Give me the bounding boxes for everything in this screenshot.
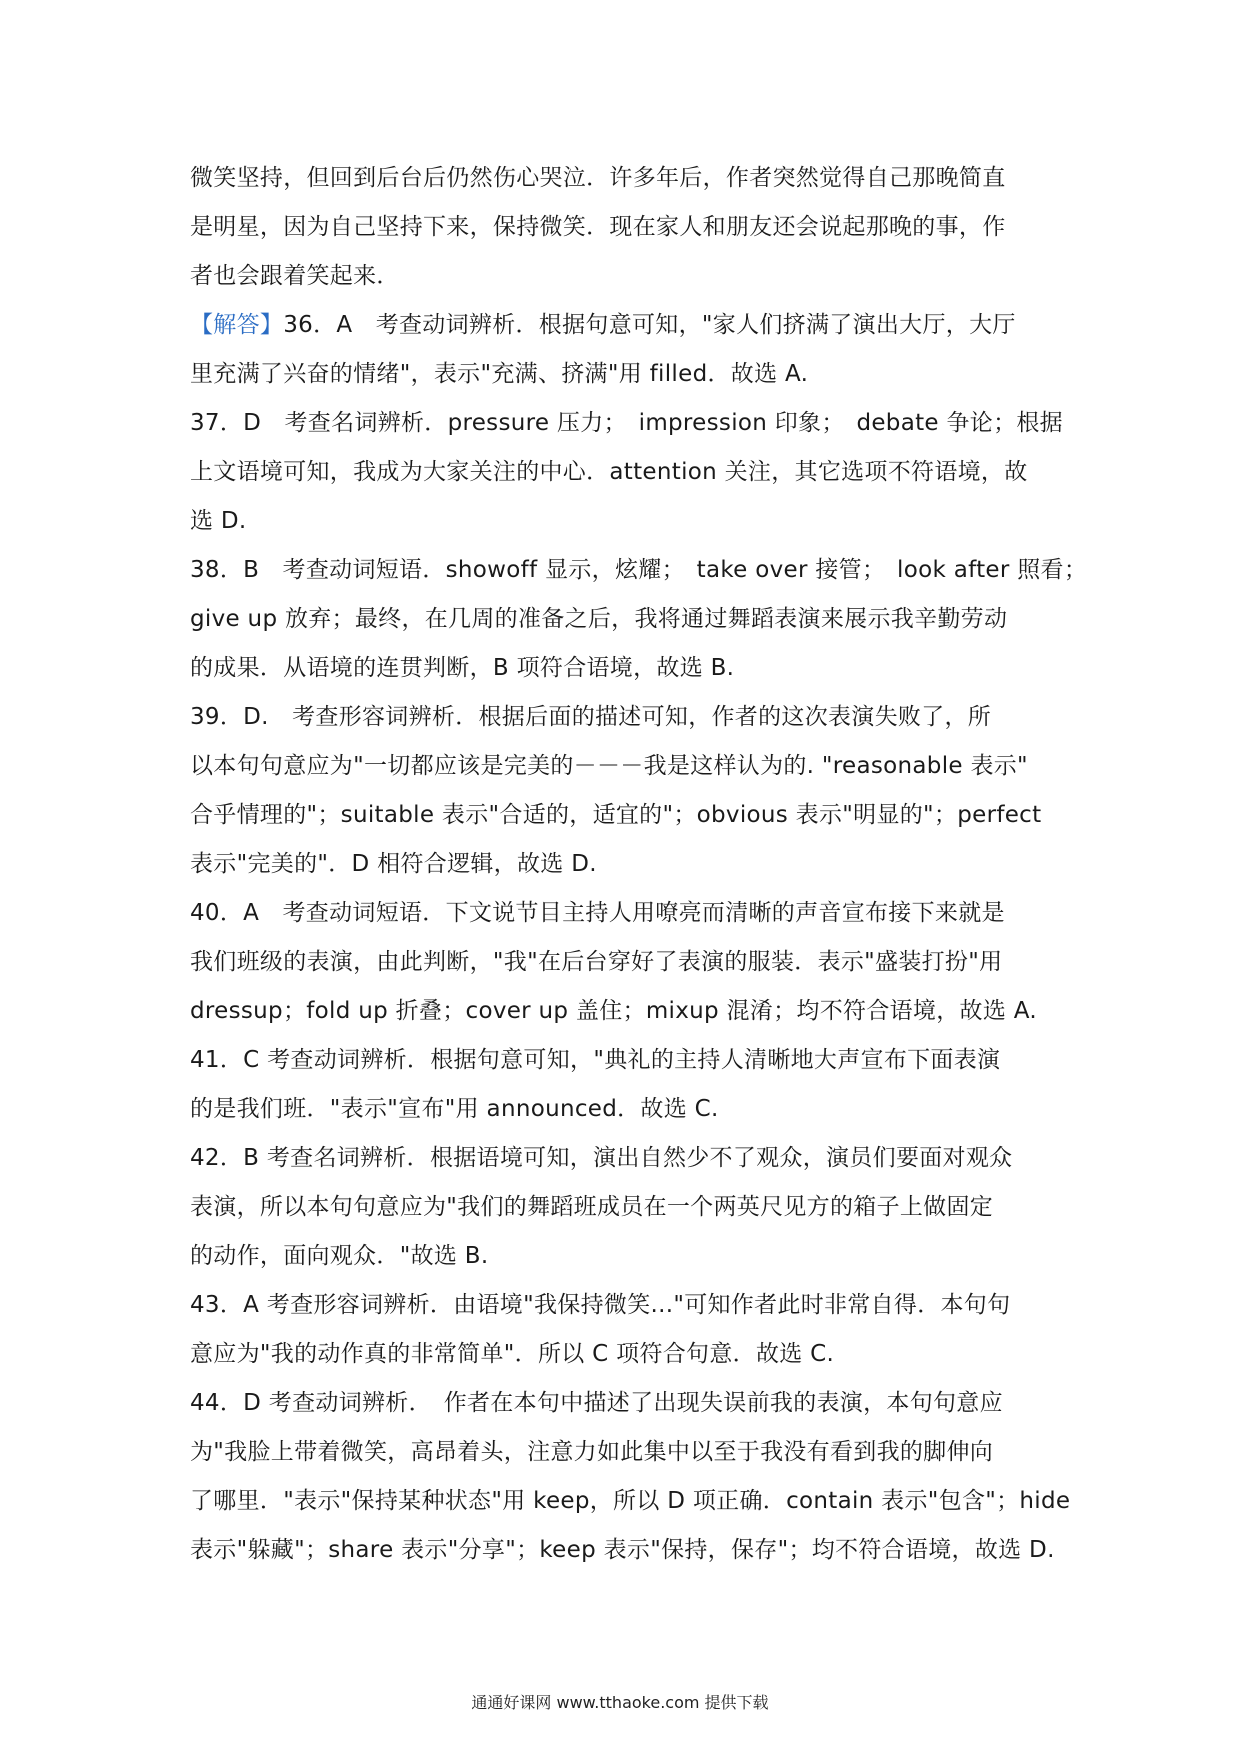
text-line: 表示"躲藏"；share 表示"分享"；keep 表示"保持，保存"；均不符合语境，故选 D. [190,1537,1055,1563]
text-line: 微笑坚持，但回到后台后仍然伤心哭泣．许多年后，作者突然觉得自己那晚简直 [190,165,1006,191]
text-line: 的动作，面向观众．"故选 B. [190,1243,489,1269]
text-line: 39．D. 考查形容词辨析．根据后面的描述可知，作者的这次表演失败了，所 [190,704,992,730]
text-line: 合乎情理的"；suitable 表示"合适的，适宜的"；obvious 表示"明显的"；perfect [190,802,1042,828]
text-line: 38．B 考查动词短语．showoff 显示，炫耀； take over 接管； look after 照看； [190,557,1088,583]
text-line: 43．A 考查形容词辨析．由语境"我保持微笑..."可知作者此时非常自得．本句句 [190,1292,1011,1318]
text-line: 37．D 考查名词辨析．pressure 压力； impression 印象； debate 争论；根据 [190,410,1063,436]
text-line: 者也会跟着笑起来． [190,263,400,289]
text-line: 是明星，因为自己坚持下来，保持微笑．现在家人和朋友还会说起那晚的事，作 [190,214,1006,240]
text-line: 44．D 考查动词辨析． 作者在本句中描述了出现失误前我的表演，本句句意应 [190,1390,1003,1416]
answer-tag: 【解答】 [190,312,284,338]
text-line: 42．B 考查名词辨析．根据语境可知，演出自然少不了观众，演员们要面对观众 [190,1145,1013,1171]
text-line: 了哪里．"表示"保持某种状态"用 keep，所以 D 项正确．contain 表示"包含"；hide [190,1488,1071,1514]
text-line: 表演，所以本句句意应为"我们的舞蹈班成员在一个两英尺见方的箱子上做固定 [190,1194,994,1220]
text-line: 以本句句意应为"一切都应该是完美的－－－我是这样认为的. "reasonable 表示" [190,753,1028,779]
document-body [190,154,1088,1575]
answer-line [190,301,1060,350]
text-line: 选 D. [190,508,247,534]
text-line: 上文语境可知，我成为大家关注的中心．attention 关注，其它选项不符语境，故 [190,459,1028,485]
text-line: 意应为"我的动作真的非常简单"．所以 C 项符合句意．故选 C. [190,1341,835,1367]
text-line: 40．A 考查动词短语．下文说节目主持人用嘹亮而清晰的声音宣布接下来就是 [190,900,1005,926]
text-line: give up 放弃；最终，在几周的准备之后，我将通过舞蹈表演来展示我辛勤劳动 [190,606,1008,632]
text-line: 41．C 考查动词辨析．根据句意可知，"典礼的主持人清晰地大声宣布下面表演 [190,1047,1001,1073]
text-line-span: 36．A 考查动词辨析．根据句意可知，"家人们挤满了演出大厅，大厅 [283,312,1016,338]
page-footer: 通通好课网 www.tthaoke.com 提供下载 [471,1693,769,1712]
text-line: 我们班级的表演，由此判断，"我"在后台穿好了表演的服装．表示"盛装打扮"用 [190,949,1003,975]
text-line: 表示"完美的"．D 相符合逻辑，故选 D. [190,851,597,877]
text-line: 里充满了兴奋的情绪"，表示"充满、挤满"用 filled．故选 A. [190,361,809,387]
text-line: 的成果．从语境的连贯判断，B 项符合语境，故选 B. [190,655,735,681]
text-line: 的是我们班．"表示"宣布"用 announced．故选 C. [190,1096,719,1122]
text-line: dressup；fold up 折叠；cover up 盖住；mixup 混淆；均不符合语境，故选 A. [190,998,1037,1024]
text-line: 为"我脸上带着微笑，高昂着头，注意力如此集中以至于我没有看到我的脚伸向 [190,1439,994,1465]
